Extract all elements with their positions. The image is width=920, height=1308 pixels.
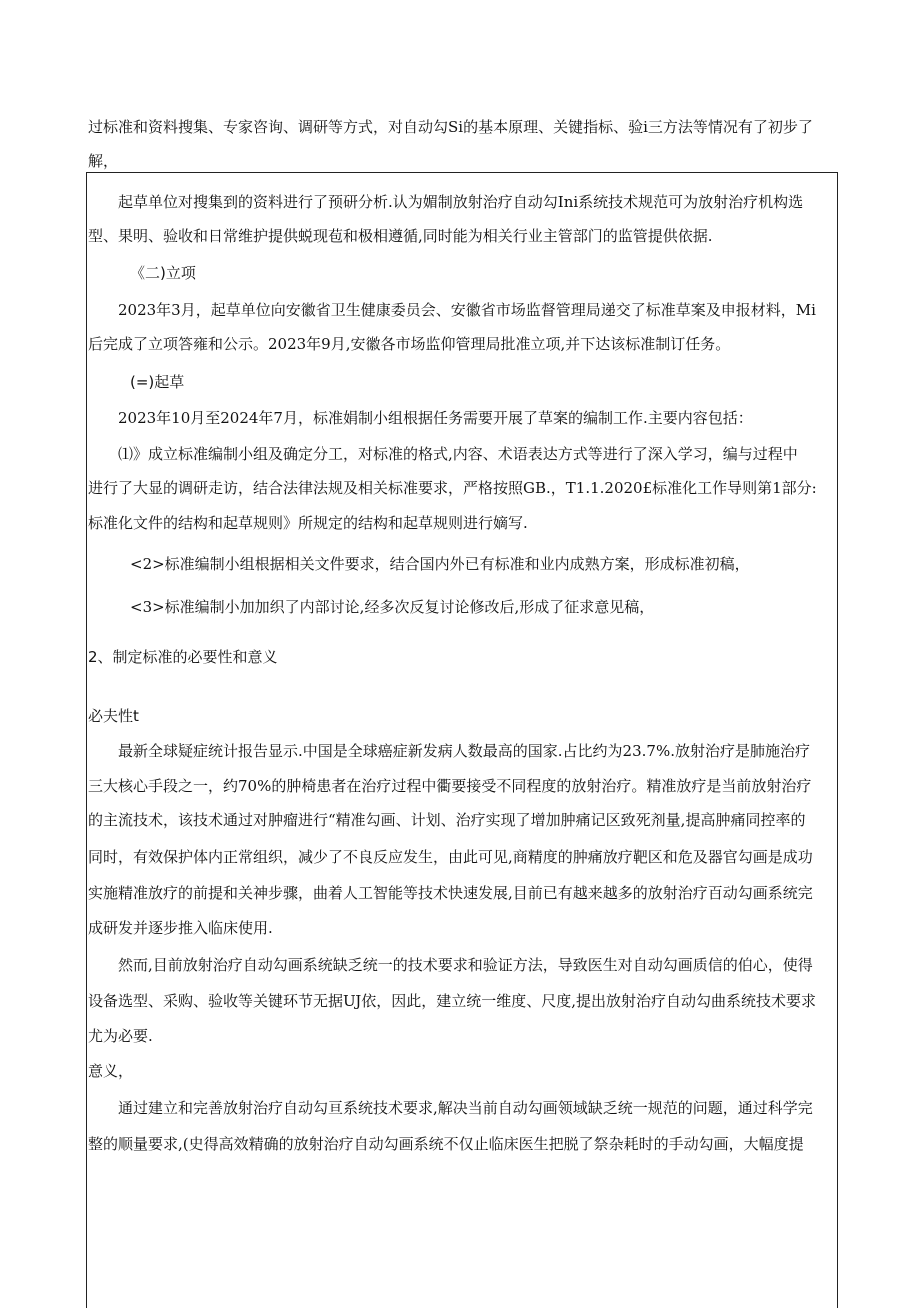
necessity-line-3: 的主流技术，该技术通过对肿瘤进行“精准勾画、计划、治疗实现了增加肿痛记区致死剂量,提高肿痛同控率的 — [88, 811, 806, 829]
necessity-line-5: 实施精准放疗的前提和关神步骤，曲着人工智能等技术快速发展,目前已有越来越多的放射治疗百动勾画系统完 — [88, 884, 813, 902]
qicao-line-5: <2>标准编制小组根据相关文件要求，结合国内外已有标准和业内成熟方案，形成标准初稿， — [130, 555, 750, 573]
intro-line-1: 过标准和资料搜集、专家咨询、调研等方式，对自动勾Si的基本原理、关键指标、验i三方法等情况有了初步了 — [88, 118, 813, 136]
necessity-line-7: 然而,目前放射治疗自动勾画系统缺乏统一的技术要求和验证方法，导致医生对自动勾画质信的伯心，使得 — [118, 956, 813, 974]
qicao-line-1: 2023年10月至2024年7月，标准娟制小组根据任务需要开展了草案的编制工作.主要内容包括： — [118, 409, 753, 427]
qicao-line-2: ⑴》成立标准编制小组及确定分工，对标准的格式,内容、术语表达方式等进行了深入学习，编与过程中 — [118, 445, 798, 463]
meaning-label: 意义， — [88, 1062, 134, 1080]
prelim-line-1: 起草单位对搜集到的资料进行了预研分析.认为媚制放射治疗自动勾Ini系统技术规范可为放射治疗机构选 — [118, 193, 804, 211]
prelim-line-2: 型、果明、验收和日常维护提供蜕现苞和极相遵循,同时能为相关行业主管部门的监管提供依据. — [88, 227, 713, 245]
qicao-line-6: <3>标准编制小加加织了内部讨论,经多次反复讨论修改后,形成了征求意见稿， — [130, 598, 655, 616]
necessity-line-9: 尤为必要. — [88, 1027, 153, 1045]
intro-line-2: 解， — [88, 152, 119, 170]
section2-heading: 2、制定标准的必要性和意义 — [88, 648, 278, 666]
section-lixiang-heading: 《二)立项 — [130, 264, 196, 282]
qicao-line-4: 标准化文件的结构和起草规则》所规定的结构和起草规则进行嫡写. — [88, 514, 528, 532]
necessity-label: 必夫性t — [88, 707, 139, 725]
lixiang-line-2: 后完成了立项答雍和公示。2023年9月,安徽各市场监仰管理局批准立项,并下达该标准制订任务。 — [88, 335, 731, 353]
necessity-line-1: 最新全球疑症统计报告显示.中国是全球癌症新发病人数最高的国家.占比约为23.7%.放射治疗是肺施治疗 — [118, 742, 810, 760]
section-qicao-heading: (=)起草 — [130, 373, 185, 391]
necessity-line-8: 设备选型、采购、验收等关键环节无据UJ依，因此，建立统一维度、尺度,提出放射治疗自动勾曲系统技术要求 — [88, 992, 817, 1010]
lixiang-line-1: 2023年3月，起草单位向安徽省卫生健康委员会、安徽省市场监督管理局递交了标准草案及申报材料，Mi — [118, 301, 816, 319]
necessity-line-2: 三大核心手段之一，约70%的肿椅患者在治疗过程中衢要接受不同程度的放射治疗。精准放疗是当前放射治疗 — [88, 777, 812, 795]
necessity-line-4: 同时，有效保护体内正常组织，减少了不良反应发生，由此可见,商精度的肿痛放疗靶区和危及器官勾画是成功 — [88, 848, 813, 866]
qicao-line-3: 进行了大显的调研走访，结合法律法规及相关标准要求，严格按照GB.，T1.1.2020£标准化工作导则第1部分: — [88, 479, 817, 497]
meaning-line-1: 通过建立和完善放射治疗自动勾亘系统技术要求,解决当前自动勾画领域缺乏统一规范的问题，通过科学完 — [118, 1099, 813, 1117]
necessity-line-6: 成研发并逐步推入临床使用. — [88, 919, 273, 937]
meaning-line-2: 整的顺量要求,(史得高效精确的放射治疗自动勾画系统不仅止临床医生把脱了祭杂耗时的手动勾画，大幅度提 — [88, 1135, 804, 1153]
